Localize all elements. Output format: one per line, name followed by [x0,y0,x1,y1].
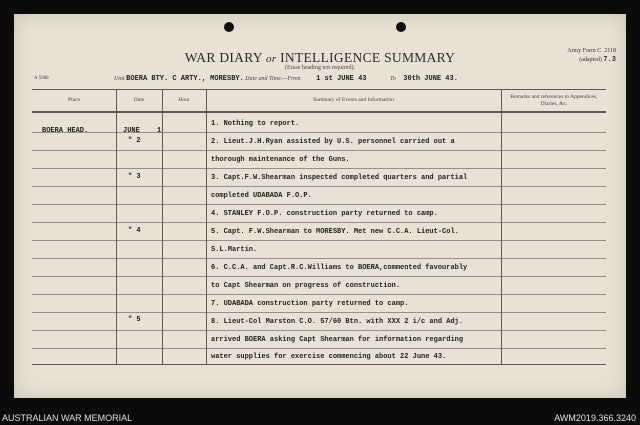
row-rule [32,258,606,259]
form-code: A 5088 [34,76,49,81]
place-entry: BOERA HEAD. [42,127,89,135]
summary-line: 1. Nothing to report. [211,120,300,128]
title-intelligence-summary: INTELLIGENCE SUMMARY [280,50,456,65]
col-divider-hour [206,89,207,364]
summary-line: water supplies for exercise commencing about 22 June 43. [211,353,447,361]
summary-line: completed UDABADA F.O.P. [211,192,312,200]
to-label: To [390,76,396,82]
row-rule [32,348,606,349]
page-ref: 7.3 [603,56,616,64]
unit-value: BOERA BTY. C ARTY., MORESBY. [126,75,244,83]
unit-label: Unit [114,76,125,82]
document-title [14,50,626,66]
col-head-summary: Summary of Events and Information [313,97,394,103]
row-rule [32,330,606,331]
summary-line: 7. UDABADA construction party returned to camp. [211,300,409,308]
summary-line: thorough maintenance of the Guns. [211,156,350,164]
footer-credit: AUSTRALIAN WAR MEMORIAL [2,413,133,423]
title-or: or [266,53,277,65]
row-rule [32,132,606,133]
footer-accession: AWM2019.366.3240 [554,413,636,423]
row-rule [32,186,606,187]
summary-line: 2. Lieut.J.H.Ryan assisted by U.S. personnel carried out a [211,138,455,146]
row-rule [32,150,606,151]
date-day-1: 1 [157,127,162,135]
summary-line: to Capt Shearman on progress of construction. [211,282,401,290]
summary-line: 4. STANLEY F.O.P. construction party returned to camp. [211,210,438,218]
row-rule [32,240,606,241]
col-divider-remarks [501,89,502,364]
row-rule [32,168,606,169]
col-head-date: Date [133,97,145,103]
col-divider-date [162,89,163,364]
col-divider-place [116,89,117,364]
date-label: Date and Time.—From [245,76,301,82]
form-label: Army Form C. 2118 [567,48,616,54]
punch-hole-left [224,22,234,32]
punch-hole-right [396,22,406,32]
diary-sheet [14,14,626,398]
unit-line [114,75,458,83]
summary-line: 3. Capt.F.W.Shearman inspected completed quarters and partial [211,174,468,182]
col-head-place: Place [68,97,80,103]
title-war-diary: WAR DIARY [184,50,263,65]
header-bottom-rule [32,111,606,113]
date-day-2: " 2 [128,137,141,145]
table-bottom-rule [32,364,606,365]
col-head-remarks: Remarks and references to Appendices, Diaries, &c. [510,94,598,107]
row-rule [32,276,606,277]
row-rule [32,294,606,295]
summary-line: arrived BOERA asking Capt Shearman for information regarding [211,336,464,344]
date-day-5: " 5 [128,316,141,324]
date-to: 30th JUNE 43. [403,75,458,83]
date-from: 1 st JUNE 43 [316,75,367,83]
title-subnote: (Erase heading not required). [285,65,355,71]
summary-line: 5. Capt. F.W.Shearman to MORESBY. Met new C.C.A. Lieut-Col. [211,228,459,236]
summary-line: S.L.Martin. [211,246,258,254]
date-day-3: " 3 [128,173,141,181]
summary-line: 8. Lieut-Col Marston C.O. 57/60 Btn. with XXX 2 i/c and Adj. [211,318,464,326]
form-reference [567,47,616,65]
summary-line: 6. C.C.A. and Capt.R.C.Williams to BOERA,commented favourably [211,264,468,272]
row-rule [32,204,606,205]
col-head-hour: Hour [178,97,190,103]
date-day-4: " 4 [128,227,141,235]
row-rule [32,312,606,313]
table-top-rule [32,89,606,90]
date-month: JUNE [123,127,140,135]
row-rule [32,222,606,223]
form-adapted: (adapted) [579,57,602,63]
